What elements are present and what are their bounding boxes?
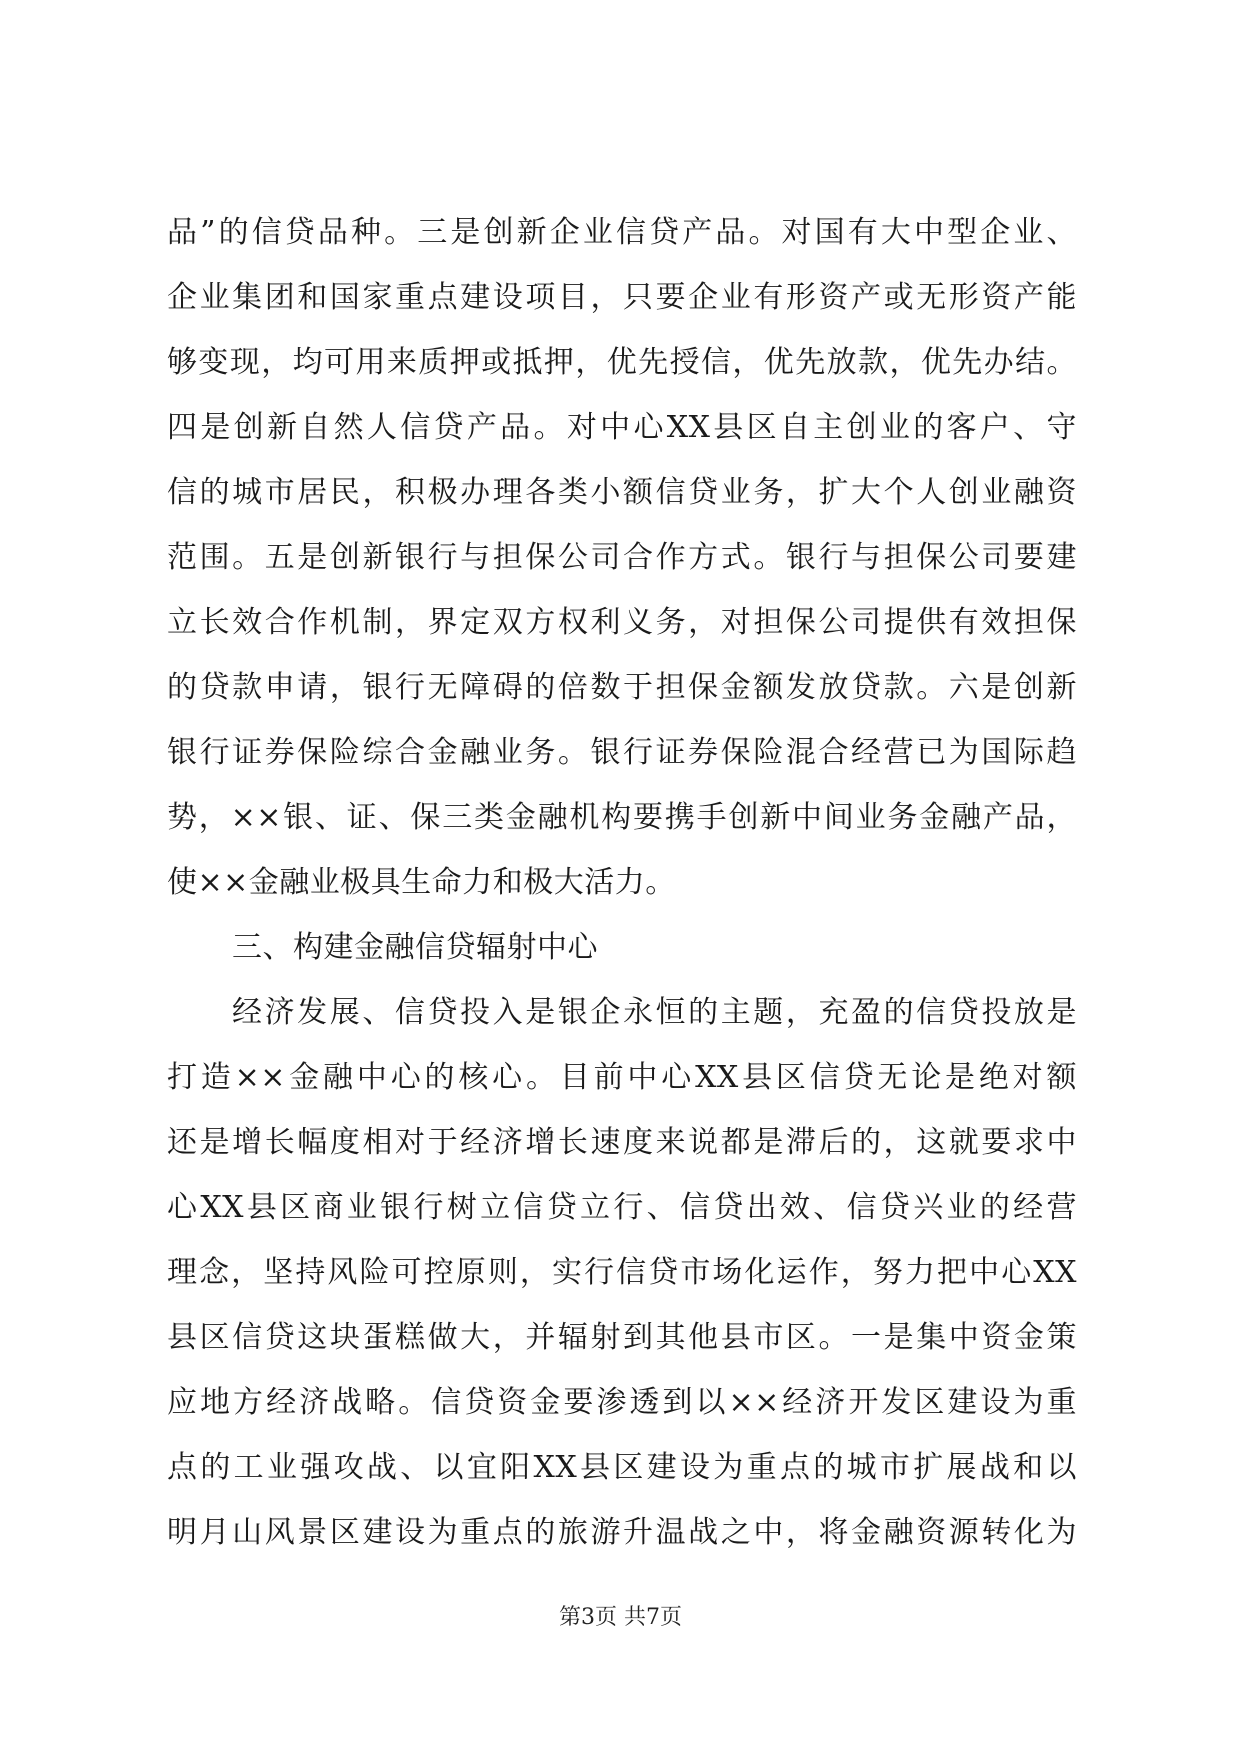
paragraph-line: 明月山风景区建设为重点的旅游升温战之中，将金融资源转化为 — [167, 1515, 1077, 1550]
paragraph-line: 够变现，均可用来质押或抵押，优先授信，优先放款，优先办结。 — [167, 345, 1077, 380]
paragraph-line: 点的工业强攻战、以宜阳XX县区建设为重点的城市扩展战和以 — [167, 1450, 1077, 1485]
paragraph-line: 四是创新自然人信贷产品。对中心XX县区自主创业的客户、守 — [167, 410, 1077, 445]
paragraph-line: 立长效合作机制，界定双方权利义务，对担保公司提供有效担保 — [167, 605, 1077, 640]
paragraph-line: 范围。五是创新银行与担保公司合作方式。银行与担保公司要建 — [167, 540, 1077, 575]
paragraph-line: 还是增长幅度相对于经济增长速度来说都是滞后的，这就要求中 — [167, 1125, 1077, 1160]
paragraph-line: 心XX县区商业银行树立信贷立行、信贷出效、信贷兴业的经营 — [167, 1190, 1077, 1225]
paragraph-line: 银行证券保险综合金融业务。银行证券保险混合经营已为国际趋 — [167, 735, 1077, 770]
paragraph-line: 理念，坚持风险可控原则，实行信贷市场化运作，努力把中心XX — [167, 1255, 1077, 1290]
paragraph-line: 信的城市居民，积极办理各类小额信贷业务，扩大个人创业融资 — [167, 475, 1077, 510]
section-heading: 三、构建金融信贷辐射中心 — [232, 930, 598, 965]
paragraph-line: 经济发展、信贷投入是银企永恒的主题，充盈的信贷投放是 — [232, 995, 1077, 1030]
paragraph-line: 势，××银、证、保三类金融机构要携手创新中间业务金融产品， — [167, 800, 1077, 835]
page-number-footer: 第3页 共7页 — [559, 1605, 682, 1630]
paragraph-line: 应地方经济战略。信贷资金要渗透到以××经济开发区建设为重 — [167, 1385, 1077, 1420]
paragraph-line: 打造××金融中心的核心。目前中心XX县区信贷无论是绝对额 — [167, 1060, 1077, 1095]
paragraph-line: 的贷款申请，银行无障碍的倍数于担保金额发放贷款。六是创新 — [167, 670, 1077, 705]
paragraph-line: 品”的信贷品种。三是创新企业信贷产品。对国有大中型企业、 — [167, 215, 1077, 250]
paragraph-line: 企业集团和国家重点建设项目，只要企业有形资产或无形资产能 — [167, 280, 1077, 315]
paragraph-line: 使××金融业极具生命力和极大活力。 — [167, 865, 676, 900]
paragraph-line: 县区信贷这块蛋糕做大，并辐射到其他县市区。一是集中资金策 — [167, 1320, 1077, 1355]
